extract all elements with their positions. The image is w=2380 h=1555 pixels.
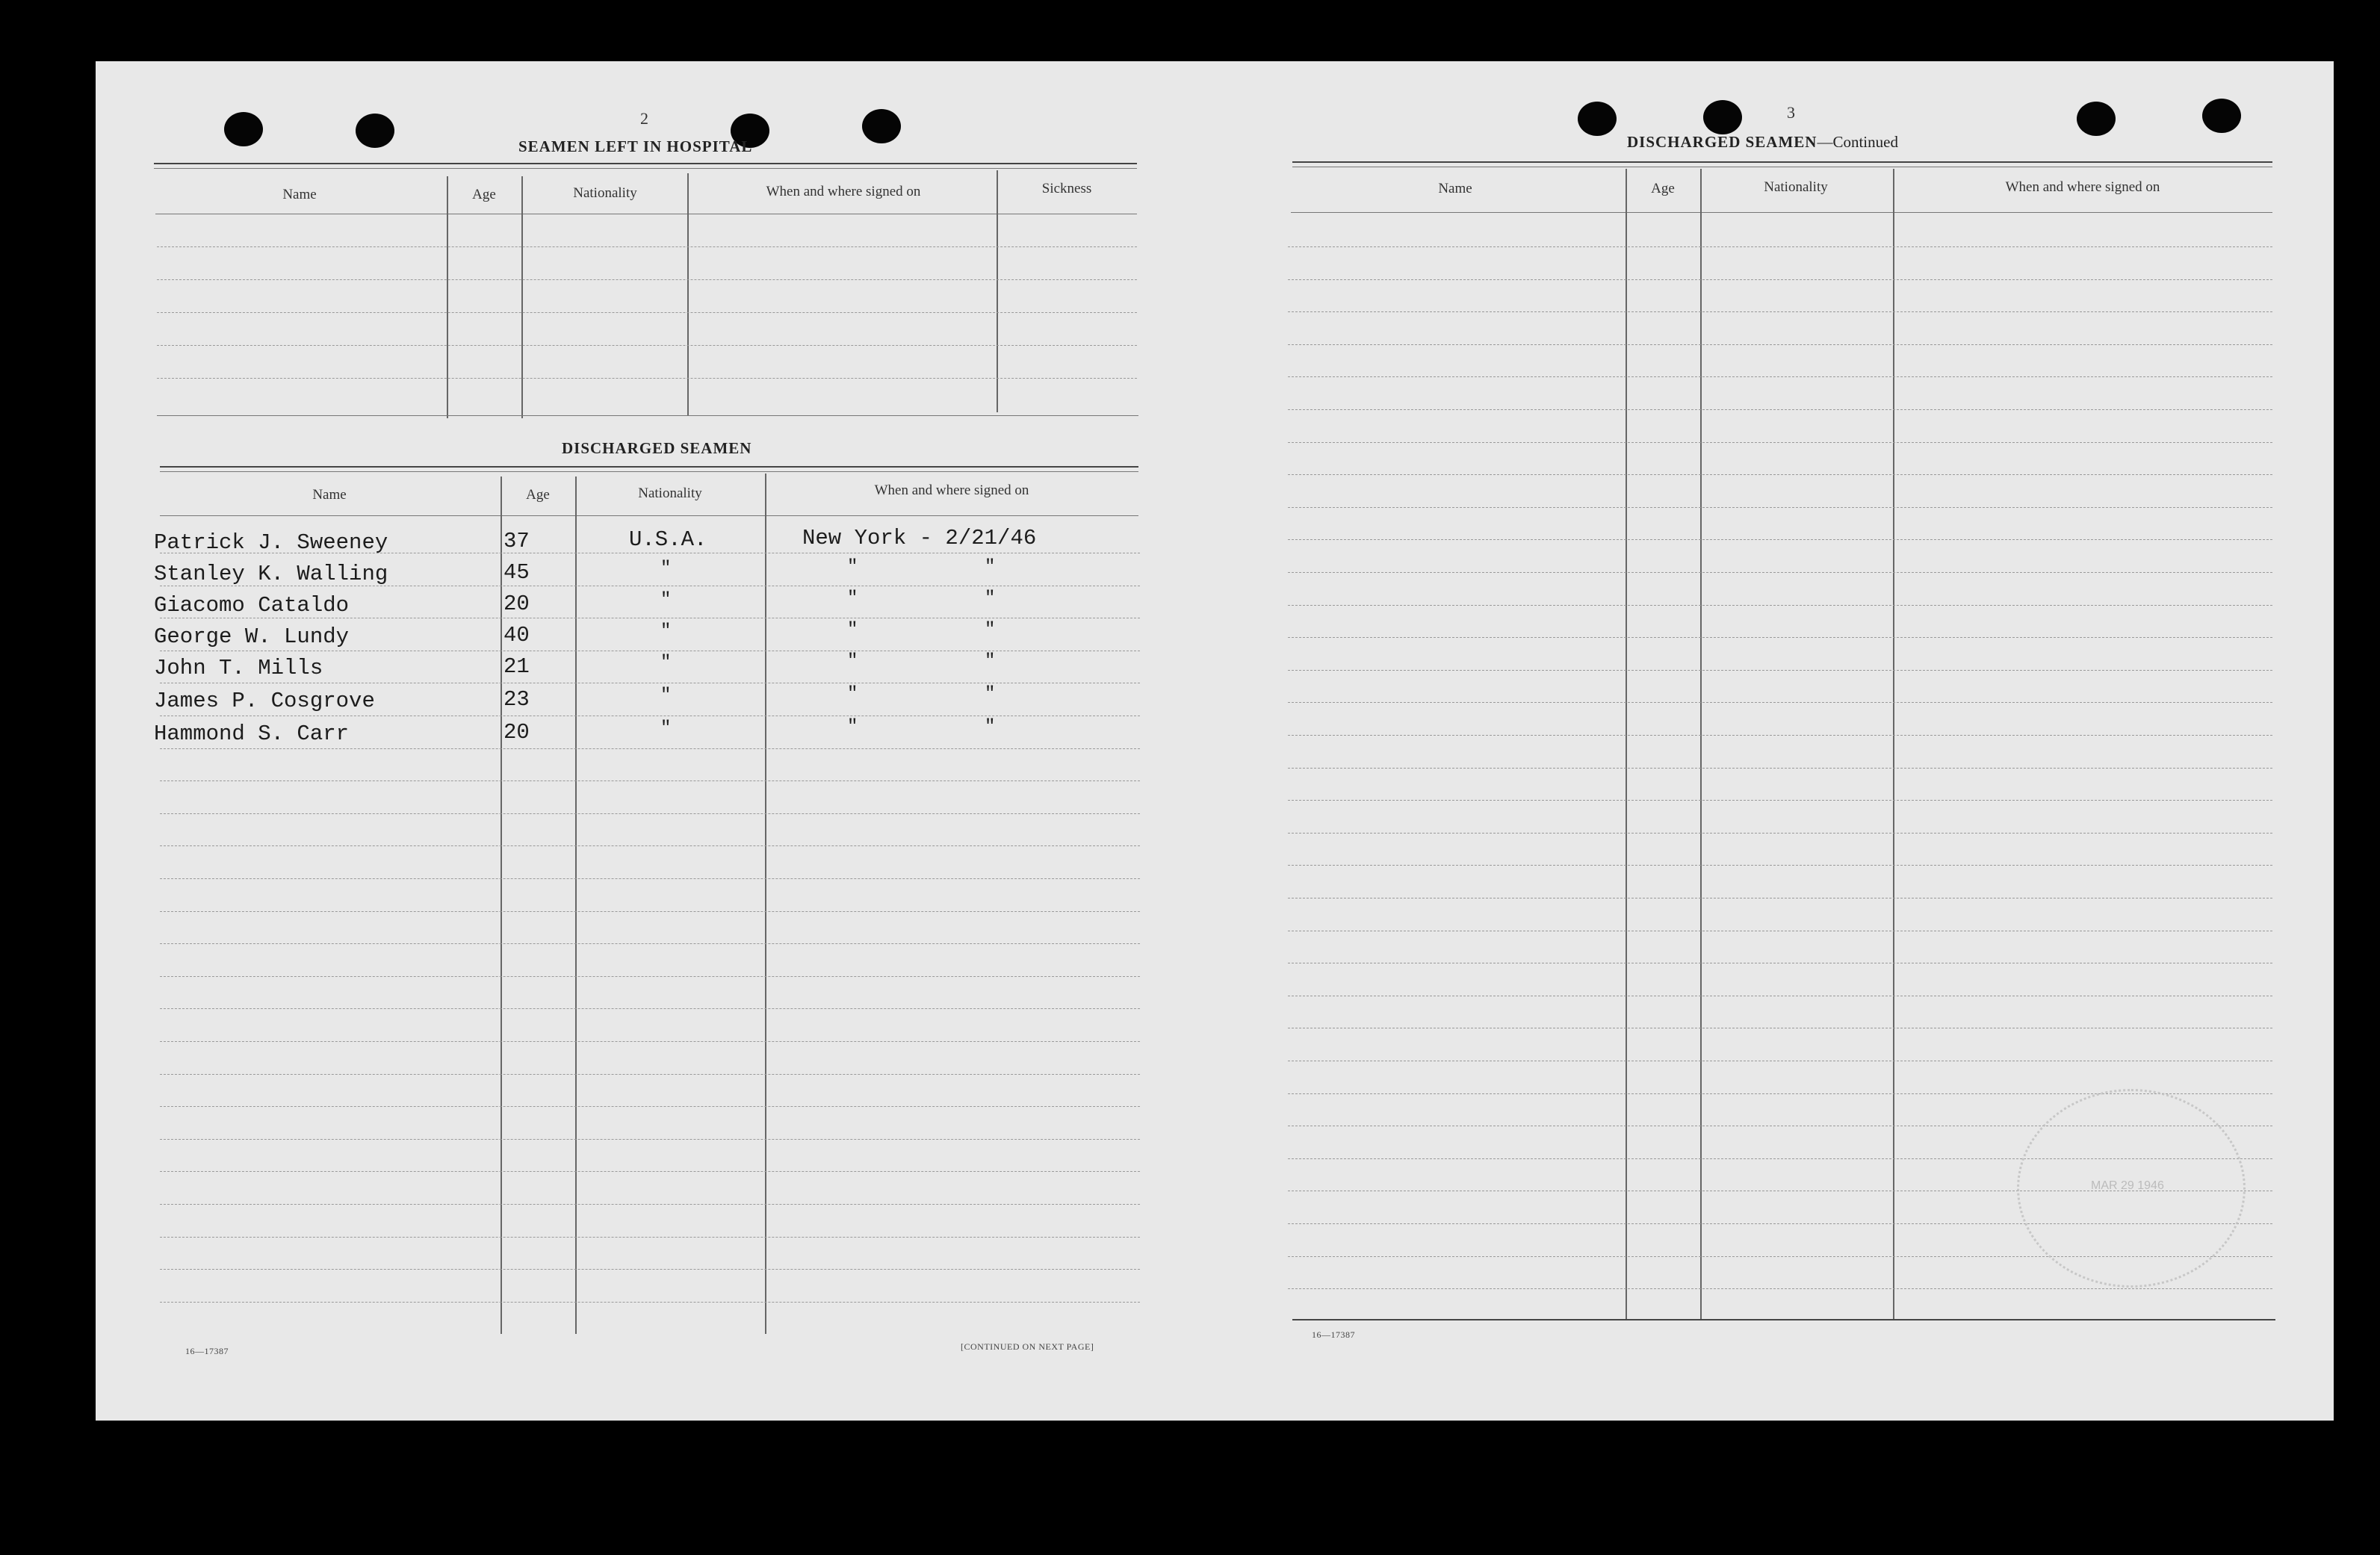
ruled-line	[1288, 735, 2272, 736]
hospital-header-signed-on: When and where signed on	[766, 184, 921, 199]
seaman-age: 23	[503, 687, 530, 712]
punch-hole	[2202, 99, 2241, 133]
seaman-name: Hammond S. Carr	[154, 721, 350, 746]
seaman-nationality: U.S.A.	[629, 527, 707, 552]
hospital-section-title: SEAMEN LEFT IN HOSPITAL	[518, 137, 753, 155]
hospital-top-rule	[154, 163, 1137, 164]
seaman-signed-on: "	[847, 684, 858, 704]
punch-hole	[224, 112, 263, 146]
seaman-signed-on: "	[847, 651, 858, 671]
seaman-name: Patrick J. Sweeney	[154, 530, 388, 555]
seaman-signed-on: "	[847, 620, 858, 640]
ruled-line	[157, 279, 1137, 280]
punch-hole	[862, 109, 901, 143]
form-number-right: 16—17387	[1312, 1329, 1355, 1340]
seaman-age: 37	[503, 529, 530, 553]
discharged-continued-title	[1627, 133, 1898, 152]
ruled-line	[1288, 637, 2272, 638]
ruled-line	[160, 1139, 1140, 1140]
hospital-header-age: Age	[472, 187, 496, 202]
document-sheet	[96, 61, 2334, 1421]
ruled-line	[160, 976, 1140, 977]
discharged-header-name: Name	[312, 487, 347, 503]
punch-hole	[1703, 100, 1742, 134]
ruled-line	[1288, 833, 2272, 834]
ditto-mark: "	[985, 620, 996, 640]
ruled-line	[1288, 474, 2272, 475]
ruled-line	[1288, 670, 2272, 671]
ruled-line	[160, 845, 1140, 846]
stamp-date: MAR 29 1946	[2091, 1179, 2164, 1192]
discharged-header-signed-on: When and where signed on	[874, 482, 1029, 498]
seaman-name: James P. Cosgrove	[154, 689, 375, 713]
hospital-header-sickness: Sickness	[1041, 181, 1092, 196]
hospital-header-name: Name	[282, 187, 317, 202]
seaman-age: 45	[503, 560, 530, 585]
ruled-line	[1288, 246, 2272, 247]
ruled-line	[1288, 539, 2272, 540]
title-suffix: —Continued	[1817, 133, 1898, 151]
seaman-name: John T. Mills	[154, 656, 323, 680]
ruled-line	[157, 378, 1137, 379]
seaman-name: Stanley K. Walling	[154, 562, 388, 586]
seaman-signed-on: New York - 2/21/46	[802, 526, 1037, 550]
discharged-section-title: DISCHARGED SEAMEN	[562, 439, 752, 457]
ruled-line	[160, 813, 1140, 814]
continued-note: [CONTINUED ON NEXT PAGE]	[961, 1341, 1094, 1352]
ruled-line	[160, 1008, 1140, 1009]
ruled-line	[160, 911, 1140, 912]
ruled-line	[160, 1106, 1140, 1107]
received-stamp	[2017, 1089, 2246, 1288]
ruled-line	[160, 748, 1140, 749]
seaman-signed-on: "	[847, 589, 858, 609]
seaman-age: 20	[503, 592, 530, 616]
seaman-nationality: "	[660, 718, 672, 739]
ditto-mark: "	[985, 589, 996, 609]
right-header-age: Age	[1651, 181, 1675, 196]
ruled-line	[1288, 409, 2272, 410]
ruled-line	[160, 780, 1140, 781]
ruled-line	[1288, 865, 2272, 866]
seaman-nationality: "	[660, 653, 672, 673]
ditto-mark: "	[985, 717, 996, 737]
seaman-age: 21	[503, 654, 530, 679]
discharged-header-nationality: Nationality	[638, 485, 702, 501]
seaman-name: George W. Lundy	[154, 624, 350, 649]
ruled-line	[1288, 605, 2272, 606]
ruled-line	[160, 1302, 1140, 1303]
ruled-line	[1288, 442, 2272, 443]
seaman-age: 40	[503, 623, 530, 648]
ruled-line	[1288, 768, 2272, 769]
ruled-line	[160, 1074, 1140, 1075]
ruled-line	[1288, 572, 2272, 573]
right-header-name: Name	[1438, 181, 1472, 196]
ruled-line	[157, 345, 1137, 346]
ditto-mark: "	[985, 557, 996, 577]
hospital-header-nationality: Nationality	[573, 185, 637, 201]
seaman-name: Giacomo Cataldo	[154, 593, 350, 618]
page-number-right: 3	[1787, 103, 1795, 122]
ruled-line	[160, 943, 1140, 944]
seaman-nationality: "	[660, 559, 672, 579]
ruled-line	[1288, 507, 2272, 508]
seaman-age: 20	[503, 720, 530, 745]
form-number-left: 16—17387	[185, 1346, 229, 1356]
ditto-mark: "	[985, 684, 996, 704]
seaman-nationality: "	[660, 621, 672, 642]
title-main: DISCHARGED SEAMEN	[1627, 133, 1817, 151]
ruled-line	[157, 312, 1137, 313]
ruled-line	[1288, 1288, 2272, 1289]
seaman-nationality: "	[660, 686, 672, 706]
punch-hole	[356, 114, 394, 148]
ruled-line	[157, 246, 1137, 247]
ruled-line	[160, 1204, 1140, 1205]
ruled-line	[1288, 311, 2272, 312]
discharged-header-age: Age	[526, 487, 550, 503]
ditto-mark: "	[985, 651, 996, 671]
punch-hole	[1578, 102, 1617, 136]
ruled-line	[160, 1171, 1140, 1172]
seaman-signed-on: "	[847, 717, 858, 737]
ruled-line	[1288, 344, 2272, 345]
ruled-line	[1288, 376, 2272, 377]
seaman-nationality: "	[660, 590, 672, 610]
ruled-line	[160, 1269, 1140, 1270]
ruled-line	[1288, 800, 2272, 801]
ruled-line	[160, 1041, 1140, 1042]
page-number-left: 2	[640, 109, 648, 128]
ruled-line	[1288, 702, 2272, 703]
right-header-nationality: Nationality	[1764, 179, 1828, 195]
right-header-signed-on: When and where signed on	[2005, 179, 2160, 195]
ruled-line	[160, 1237, 1140, 1238]
seaman-signed-on: "	[847, 557, 858, 577]
punch-hole	[2077, 102, 2116, 136]
ruled-line	[160, 878, 1140, 879]
ruled-line	[1288, 279, 2272, 280]
